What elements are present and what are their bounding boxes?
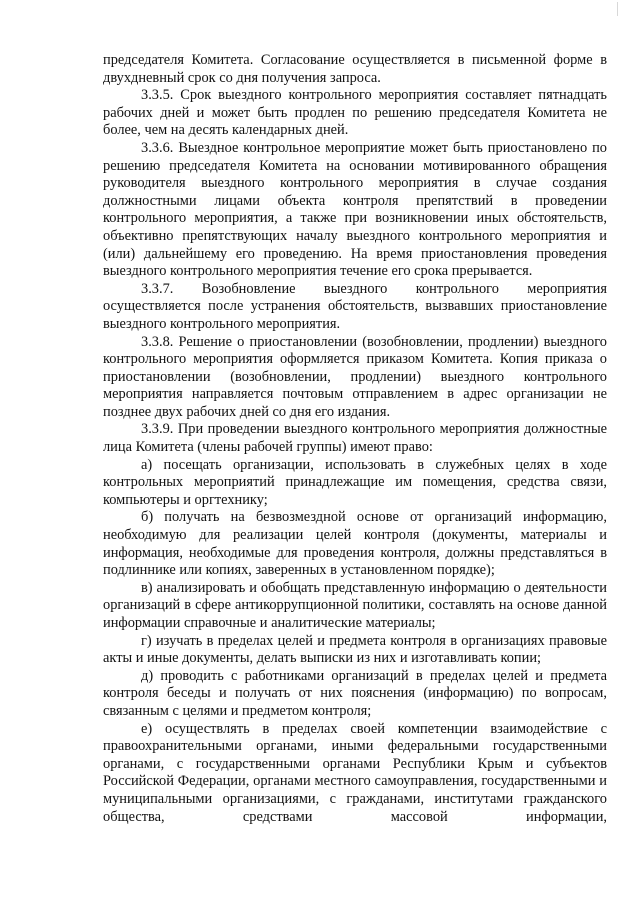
list-item-b: б) получать на безвозмездной основе от организаций информацию, необходимую для реализации целей контроля (документы, материалы и информация, необходимые для проведения контроля, должны представляться в подлиннике или копиях, заверенных в установленном порядке); <box>103 509 607 579</box>
list-item-v: в) анализировать и обобщать представленную информацию о деятельности организаций в сфере антикоррупционной политики, составлять на основе данной информации справочные и аналитические материалы; <box>103 579 607 631</box>
paragraph-3-3-8: 3.3.8. Решение о приостановлении (возобновлении, продлении) выездного контрольного мероприятия оформляется приказом Комитета. Копия приказа о приостановлении (возобновлении, продлении) выездного контрольного мероприятия направляется почтовым отправлением в адрес организации не позднее двух рабочих дней со дня его издания. <box>103 333 607 420</box>
list-item-e: е) осуществлять в пределах своей компетенции взаимодействие с правоохранительными органами, иными федеральными государственными органами, с государственными органами Республики Крым и субъектов Российской Федерации, органами местного самоуправления, государственными и муниципальными организациями, с гражданами, институтами гражданского общества, средствами массовой информации, <box>103 720 607 825</box>
paragraph-3-3-9: 3.3.9. При проведении выездного контрольного мероприятия должностные лица Комитета (члены рабочей группы) имеют право: <box>103 421 607 456</box>
paragraph-3-3-6: 3.3.6. Выездное контрольное мероприятие может быть приостановлено по решению председателя Комитета на основании мотивированного обращения руководителя выездного контрольного мероприятия в случае создания должностными лицами объекта контроля препятствий в проведении контрольного мероприятия, а также при возникновении иных обстоятельств, объективно препятствующих началу выездного контрольного мероприятия и (или) дальнейшему его проведению. На время приостановления проведения выездного контрольного мероприятия течение его срока прерывается. <box>103 139 607 280</box>
list-item-g: г) изучать в пределах целей и предмета контроля в организациях правовые акты и иные документы, делать выписки из них и изготавливать копии; <box>103 632 607 667</box>
scan-mark <box>617 2 618 16</box>
paragraph-3-3-5: 3.3.5. Срок выездного контрольного мероприятия составляет пятнадцать рабочих дней и может быть продлен по решению председателя Комитета не более, чем на десять календарных дней. <box>103 87 607 139</box>
paragraph-continuation: председателя Комитета. Согласование осуществляется в письменной форме в двухдневный срок со дня получения запроса. <box>103 52 607 86</box>
list-item-a: а) посещать организации, использовать в служебных целях в ходе контрольных мероприятий принадлежащие им помещения, средства связи, компьютеры и оргтехнику; <box>103 456 607 508</box>
paragraph-3-3-7: 3.3.7. Возобновление выездного контрольного мероприятия осуществляется после устранения обстоятельств, вызвавших приостановление выездного контрольного мероприятия. <box>103 280 607 332</box>
list-item-d: д) проводить с работниками организаций в пределах целей и предмета контроля беседы и получать от них пояснения (информацию) по вопросам, связанным с целями и предметом контроля; <box>103 667 607 719</box>
document-body <box>103 52 607 826</box>
